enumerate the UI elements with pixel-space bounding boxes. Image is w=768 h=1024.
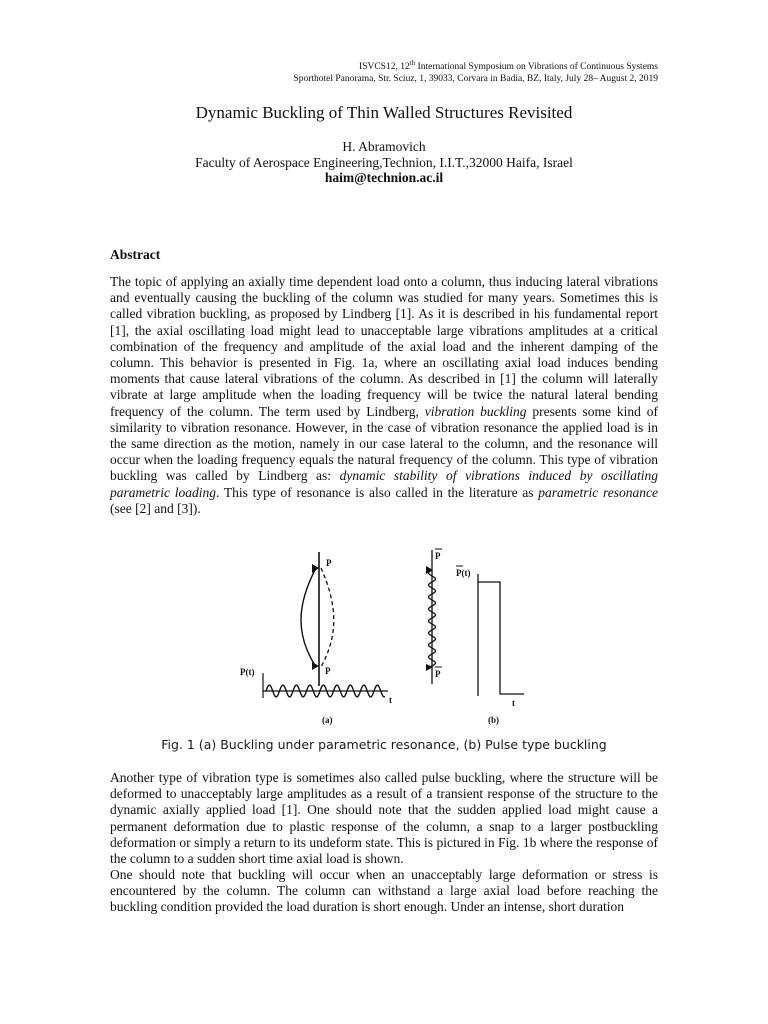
body-paragraph-3: One should note that buckling will occur when an unacceptably large deformation or stress is encountered by the column. The column can withstand a large axial load before reaching the buckling condition provided the load duration is short enough. Under an intense, short duration <box>110 867 658 915</box>
column-a-deflection-left <box>301 568 316 667</box>
column-a-deflection-right <box>321 568 334 667</box>
load-b-pulse <box>478 582 524 694</box>
label-subfig-a: (a) <box>322 715 333 725</box>
paper-title: Dynamic Buckling of Thin Walled Structures Revisited <box>195 103 573 122</box>
figure-1-drawing <box>230 546 550 728</box>
column-a-top-support <box>312 564 319 573</box>
body-paragraph-2: Another type of vibration type is sometimes also called pulse buckling, where the structure will be deformed to unacceptably large amplitudes as a result of a transient response of the structure to the dynamic axially applied load [1]. One should note that the sudden applied load might cause a permanent deformation due to plastic response of the column, a snap to a larger postbuckling deformation or simply a return to its undeform state. This is pictured in Fig. 1b where the response of the column to a sudden short time axial load is shown. <box>110 770 658 867</box>
label-pbar-bottom: P <box>435 669 441 679</box>
author-name: H. Abramovich <box>342 139 426 154</box>
figure-1 <box>230 546 550 728</box>
abstract-heading: Abstract <box>110 247 161 262</box>
author-affiliation: Faculty of Aerospace Engineering,Technion, I.I.T.,32000 Haifa, Israel <box>195 155 573 170</box>
label-subfig-b: (b) <box>488 715 499 725</box>
figure-1-caption: Fig. 1 (a) Buckling under parametric resonance, (b) Pulse type buckling <box>161 737 607 752</box>
label-t-a: t <box>389 695 392 705</box>
label-pt-a: P(t) <box>240 667 255 677</box>
column-a-bottom-support <box>312 662 319 670</box>
label-p-top: P <box>326 558 332 568</box>
label-pt-b: P(t) <box>456 568 471 578</box>
conference-header-line2: Sporthotel Panorama, Str. Sciuz, 1, 39033, Corvara in Badia, BZ, Italy, July 28– August 2, 2019 <box>293 74 658 84</box>
abstract-paragraph-1: The topic of applying an axially time dependent load onto a column, thus inducing lateral vibrations and eventually causing the buckling of the column was studied for many years. Sometimes this is called vibration buckling, as proposed by Lindberg [1]. As it is described in his fundamental report [1], the axial oscillating load might lead to unacceptable large vibrations amplitudes at a critical combination of the frequency and amplitude of the axial load and the inherent damping of the column. This behavior is presented in Fig. 1a, where an oscillating axial load induces bending moments that cause lateral vibrations of the column. As described in [1] the column will laterally vibrate at large amplitude when the loading frequency will be twice the natural lateral bending frequency of the column. The term used by Lindberg, vibration buckling presents some kind of similarity to vibration resonance. However, in the case of vibration resonance the applied load is in the same direction as the motion, namely in our case lateral to the column, and the resonance will occur when the loading frequency equals the natural frequency of the column. This type of vibration buckling was called by Lindberg as: dynamic stability of vibrations induced by oscillating parametric loading. This type of resonance is also called in the literature as parametric resonance (see [2] and [3]). <box>110 274 659 516</box>
label-t-b: t <box>512 698 515 708</box>
conference-header-line1: ISVCS12, 12th International Symposium on Vibrations of Continuous Systems <box>359 58 658 72</box>
label-pbar-top: P <box>435 551 441 561</box>
label-p-bottom: P <box>325 666 331 676</box>
author-email: haim@technion.ac.il <box>324 170 444 185</box>
